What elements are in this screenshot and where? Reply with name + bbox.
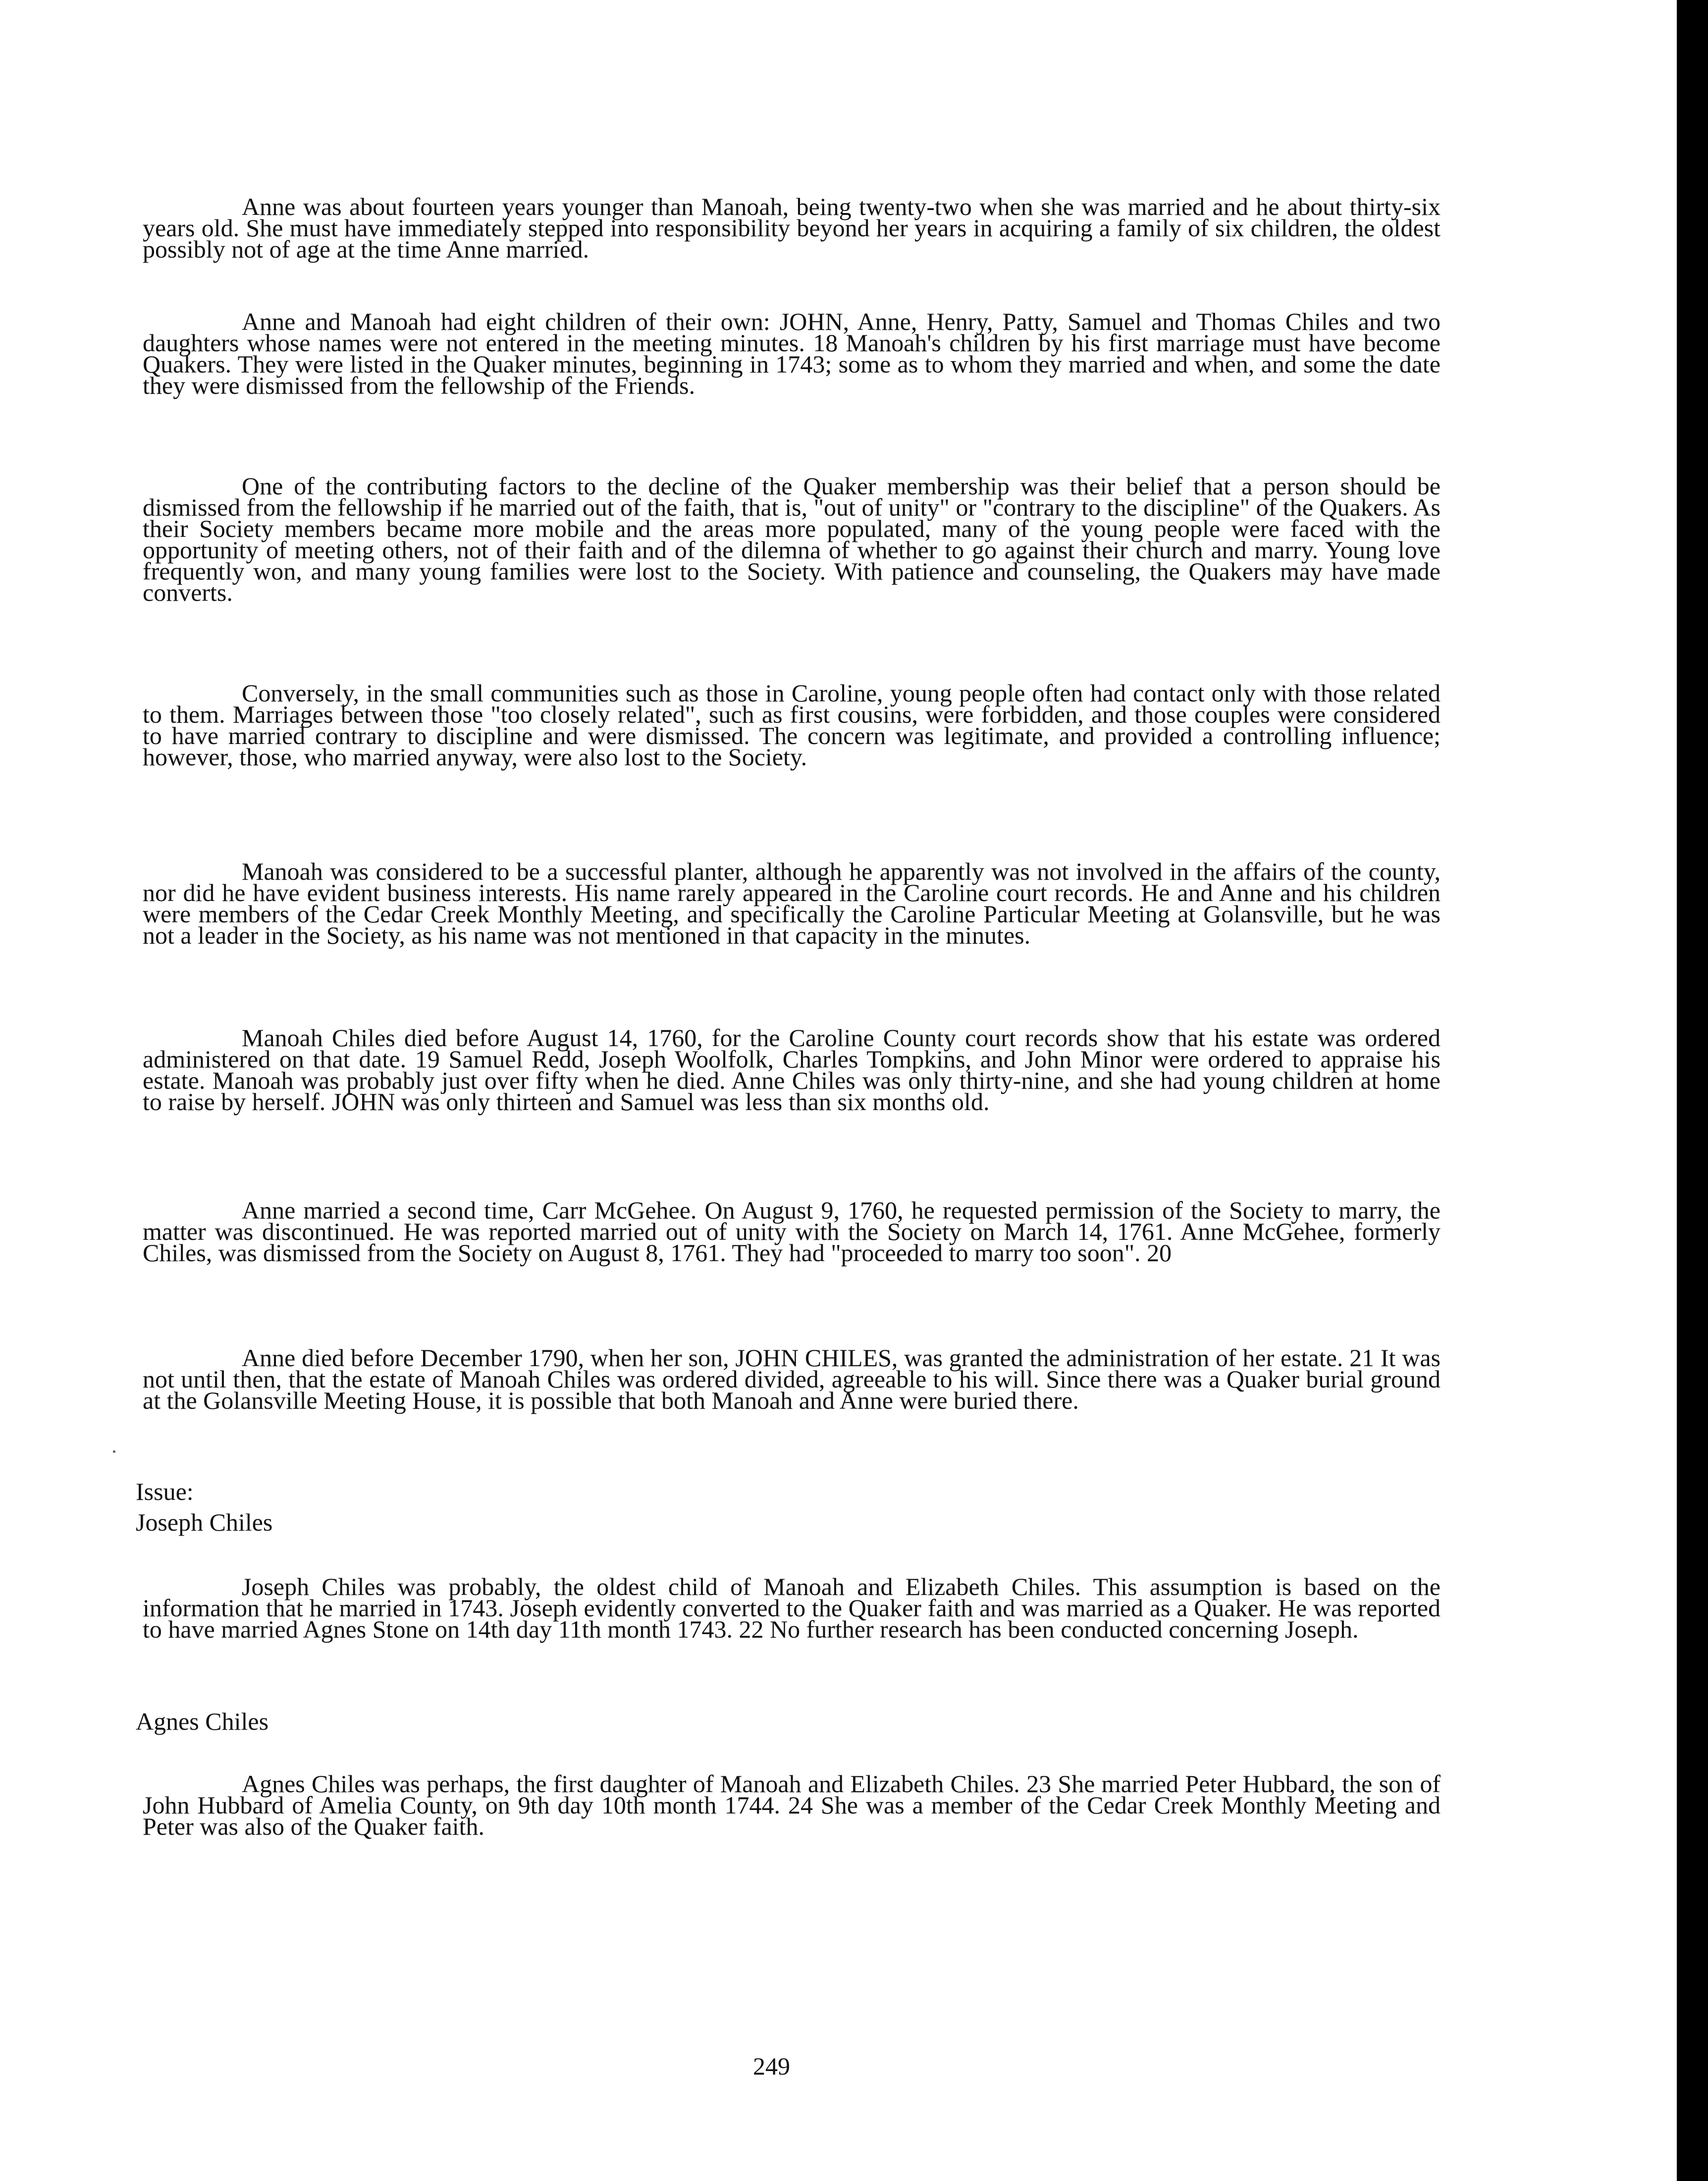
paragraph-planter: Manoah was considered to be a successful planter, although he apparently was not involved in the affairs of the county, nor did he have evident business interests. His name rarely appeared in the Caroline court records. He and Anne and his children were members of the Cedar Creek Monthly Meeting, and specifically the Caroline Particular Meeting at Golansville, but he was not a leader in the Society, as his name was not mentioned in that capacity in the minutes.: [143, 857, 1441, 949]
paragraph-joseph: Joseph Chiles was probably, the oldest child of Manoah and Elizabeth Chiles. This assumption is based on the information that he married in 1743. Joseph evidently converted to the Quaker faith and was married as a Quaker. He was reported to have married Agnes Stone on 14th day 11th month 1743. 22 No further research has been conducted concerning Joseph.: [143, 1573, 1441, 1643]
paragraph-children: Anne and Manoah had eight children of their own: JOHN, Anne, Henry, Patty, Samuel and Thomas Chiles and two daughters whose names were not entered in the meeting minutes. 18 Manoah's children by his first marriage must have become Quakers. They were listed in the Quaker minutes, beginning in 1743; some as to whom they married and when, and some the date they were dismissed from the fellowship of the Friends.: [143, 308, 1441, 399]
paragraph-anne-death: Anne died before December 1790, when her son, JOHN CHILES, was granted the administration of her estate. 21 It was not until then, that the estate of Manoah Chiles was ordered divided, agreeable to his will. Since there was a Quaker burial ground at the Golansville Meeting House, it is possible that both Manoah and Anne were buried there.: [143, 1344, 1441, 1414]
issue-heading: Issue:: [136, 1478, 194, 1505]
paragraph-communities: Conversely, in the small communities such as those in Caroline, young people often had contact only with those related to them. Marriages between those "too closely related", such as first cousins, were forbidden, and those couples were considered to have married contrary to discipline and were dismissed. The concern was legitimate, and provided a controlling influence; however, those, who married anyway, were also lost to the Society.: [143, 679, 1441, 771]
joseph-heading: Joseph Chiles: [136, 1508, 273, 1536]
page-number: 249: [753, 2052, 790, 2080]
scan-speck: [113, 1450, 115, 1453]
paragraph-manoah-death: Manoah Chiles died before August 14, 1760, for the Caroline County court records show that his estate was ordered administered on that date. 19 Samuel Redd, Joseph Woolfolk, Charles Tompkins, and John Minor were ordered to appraise his estate. Manoah was probably just over fifty when he died. Anne Chiles was only thirty-nine, and she had young children at home to raise by herself. JOHN was only thirteen and Samuel was less than six months old.: [143, 1024, 1441, 1116]
paragraph-quaker-decline: One of the contributing factors to the decline of the Quaker membership was their belief that a person should be dismissed from the fellowship if he married out of the faith, that is, "out of unity" or "contrary to the discipline" of the Quakers. As their Society members became more mobile and the areas more populated, many of the young people were faced with the opportunity of meeting others, not of their faith and of the dilemna of whether to go against their church and marry. Young love frequently won, and many young families were lost to the Society. With patience and counseling, the Quakers may have made converts.: [143, 472, 1441, 606]
agnes-heading: Agnes Chiles: [136, 1707, 269, 1735]
paragraph-anne-age: Anne was about fourteen years younger than Manoah, being twenty-two when she was married and he about thirty-six years old. She must have immediately stepped into responsibility beyond her years in acquiring a family of six children, the oldest possibly not of age at the time Anne married.: [143, 193, 1441, 263]
paragraph-second-marriage: Anne married a second time, Carr McGehee. On August 9, 1760, he requested permission of the Society to marry, the matter was discontinued. He was reported married out of unity with the Society on March 14, 1761. Anne McGehee, formerly Chiles, was dismissed from the Society on August 8, 1761. They had "proceeded to marry too soon". 20: [143, 1196, 1441, 1267]
paragraph-agnes: Agnes Chiles was perhaps, the first daughter of Manoah and Elizabeth Chiles. 23 She married Peter Hubbard, the son of John Hubbard of Amelia County, on 9th day 10th month 1744. 24 She was a member of the Cedar Creek Monthly Meeting and Peter was also of the Quaker faith.: [143, 1770, 1441, 1840]
